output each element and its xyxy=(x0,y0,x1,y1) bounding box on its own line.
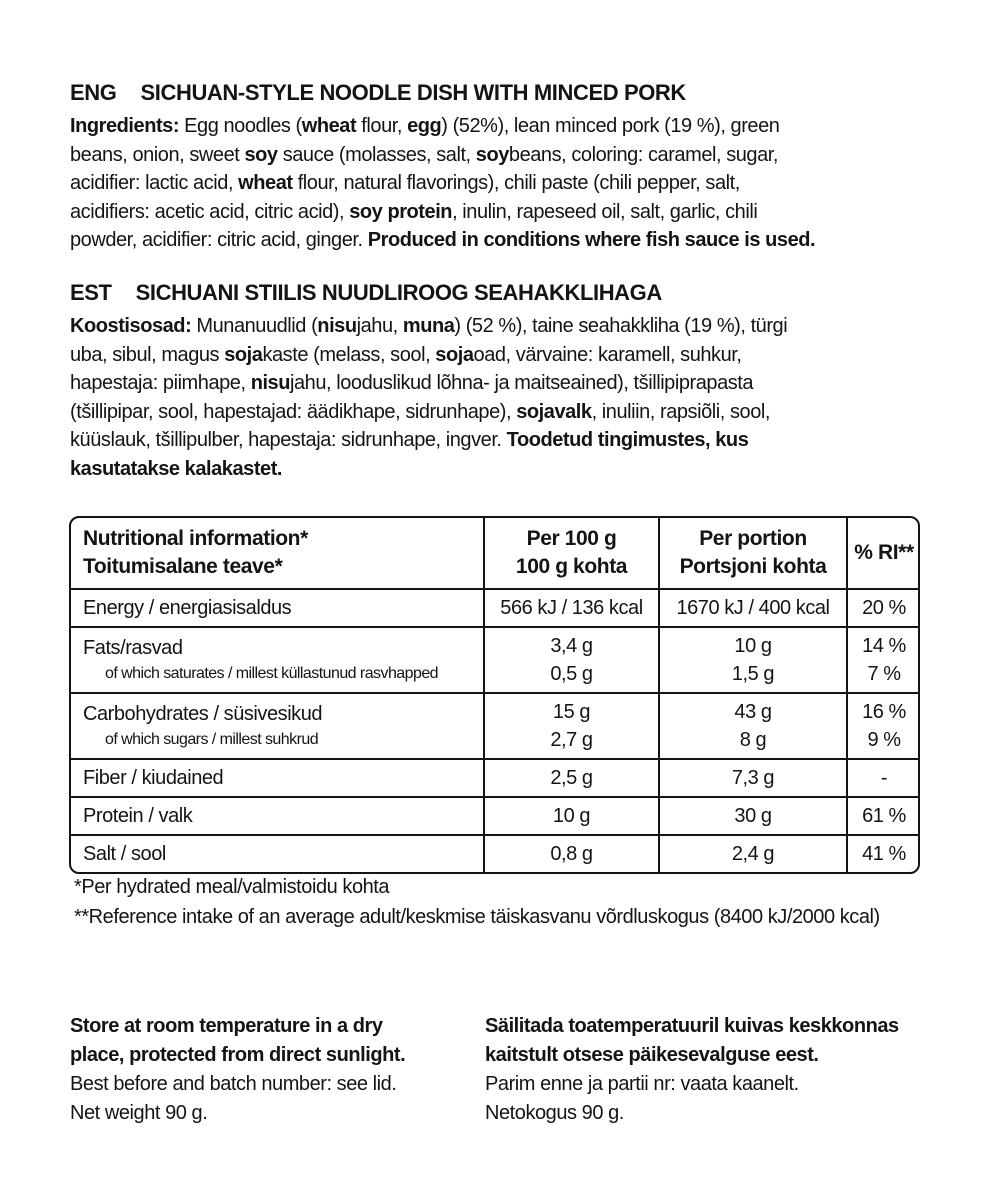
per-100g-value: 0,5 g xyxy=(550,663,593,685)
text-line: Säilitada toatemperatuuril kuivas keskkonnas xyxy=(485,1015,899,1037)
header-per-portion xyxy=(659,517,847,589)
text-line: place, protected from direct sunlight. xyxy=(70,1044,406,1066)
per-portion-value: 10 g xyxy=(734,635,772,657)
nutrition-table-row xyxy=(70,835,920,873)
nutrient-name-cell xyxy=(70,835,484,873)
per-portion-value-cell xyxy=(659,797,847,835)
nutrient-name: Protein / valk xyxy=(83,805,193,827)
header-line: Per portion xyxy=(699,527,807,550)
text-line: uba, sibul, magus sojakaste (melass, sool, sojaoad, värvaine: karamell, suhkur, xyxy=(70,343,742,366)
text-line: Netokogus 90 g. xyxy=(485,1102,624,1124)
eng-language-code: ENG xyxy=(70,80,117,105)
per-portion-value-cell xyxy=(659,835,847,873)
per-100g-value-cell xyxy=(484,693,659,759)
per-portion-value: 2,4 g xyxy=(731,843,775,865)
ri-percent-value-cell xyxy=(847,589,920,627)
nutrient-subname: of which sugars / millest suhkrud xyxy=(105,731,319,748)
text-line: küüslauk, tšillipulber, hapestaja: sidrunhape, ingver. Toodetud tingimustes, kus xyxy=(70,429,749,452)
nutrition-table-row xyxy=(70,693,920,759)
per-100g-value: 3,4 g xyxy=(550,635,593,657)
est-title-text: SICHUANI STIILIS NUUDLIROOG SEAHAKKLIHAGA xyxy=(135,280,662,305)
header-line: % RI** xyxy=(854,541,914,564)
header-line: Portsjoni kohta xyxy=(679,555,827,578)
ri-percent-value: 9 % xyxy=(867,729,901,751)
nutrition-table-row xyxy=(70,797,920,835)
nutrient-name: Salt / sool xyxy=(83,843,166,865)
eng-ingredients-paragraph xyxy=(70,112,815,255)
eng-product-title xyxy=(70,80,815,106)
per-portion-value: 7,3 g xyxy=(731,767,775,789)
text-line: Store at room temperature in a dry xyxy=(70,1015,383,1037)
ri-percent-value: 14 % xyxy=(862,635,906,657)
nutrient-name-cell xyxy=(70,759,484,797)
text-line: kaitstult otsese päikesevalguse eest. xyxy=(485,1044,819,1066)
per-100g-value-cell xyxy=(484,759,659,797)
nutrition-table-row xyxy=(70,589,920,627)
per-portion-value-cell xyxy=(659,759,847,797)
header-line: 100 g kohta xyxy=(515,555,628,578)
per-portion-value-cell xyxy=(659,589,847,627)
ri-percent-value-cell xyxy=(847,835,920,873)
ri-percent-value: 7 % xyxy=(867,663,901,685)
per-portion-value-cell xyxy=(659,693,847,759)
storage-instructions-eng xyxy=(70,1012,405,1128)
per-portion-value: 1670 kJ / 400 kcal xyxy=(676,597,830,619)
est-section xyxy=(70,280,787,484)
text-line: beans, onion, sweet soy sauce (molasses, salt, soybeans, coloring: caramel, sugar, xyxy=(70,143,778,166)
text-line: powder, acidifier: citric acid, ginger. Produced in conditions where fish sauce is used. xyxy=(70,229,816,252)
text-line: Best before and batch number: see lid. xyxy=(70,1073,397,1095)
per-100g-value-cell xyxy=(484,627,659,693)
per-100g-value-cell xyxy=(484,797,659,835)
nutrient-name-cell xyxy=(70,589,484,627)
header-line: Per 100 g xyxy=(526,527,617,550)
text-line: acidifier: lactic acid, wheat flour, natural flavorings), chili paste (chili pepper, salt, xyxy=(70,172,740,195)
header-nutritional-information xyxy=(70,517,484,589)
per-100g-value: 0,8 g xyxy=(550,843,593,865)
text-line: (tšillipipar, sool, hapestajad: äädikhape, sidrunhape), sojavalk, inuliin, rapsiõli, sool, xyxy=(70,400,770,423)
per-100g-value: 15 g xyxy=(552,701,591,723)
ri-percent-value: 20 % xyxy=(862,597,906,619)
per-100g-value: 2,7 g xyxy=(550,729,593,751)
nutrient-name-cell xyxy=(70,693,484,759)
eng-section xyxy=(70,80,815,255)
per-100g-value-cell xyxy=(484,589,659,627)
per-portion-value: 30 g xyxy=(734,805,772,827)
nutrient-subname: of which saturates / millest küllastunud rasvhapped xyxy=(105,665,439,682)
per-100g-value-cell xyxy=(484,835,659,873)
per-100g-value: 2,5 g xyxy=(550,767,593,789)
ri-percent-value-cell xyxy=(847,759,920,797)
per-portion-value: 1,5 g xyxy=(731,663,775,685)
ri-percent-value: 16 % xyxy=(862,701,906,723)
text-line: acidifiers: acetic acid, citric acid), soy protein, inulin, rapeseed oil, salt, garlic, chili xyxy=(70,200,758,223)
header-line: Nutritional information* xyxy=(83,527,308,550)
text-line: Koostisosad: Munanuudlid (nisujahu, muna) (52 %), taine seahakkliha (19 %), türgi xyxy=(70,315,788,337)
header-line: Toitumisalane teave* xyxy=(83,555,283,578)
nutrition-table-header xyxy=(70,517,920,589)
storage-instructions-est xyxy=(485,1012,899,1128)
table-footnotes xyxy=(74,872,880,932)
text-line: hapestaja: piimhape, nisujahu, looduslikud lõhna- ja maitseained), tšillipiprapasta xyxy=(70,372,754,395)
nutrition-table-row xyxy=(70,759,920,797)
header-ri-percent xyxy=(847,517,920,589)
text-line: kasutatakse kalakastet. xyxy=(70,457,283,480)
header-per-100g xyxy=(484,517,659,589)
per-100g-value: 566 kJ / 136 kcal xyxy=(500,597,643,619)
ri-percent-value: 41 % xyxy=(862,843,906,865)
est-product-title xyxy=(70,280,787,306)
text-line: Net weight 90 g. xyxy=(70,1102,208,1124)
nutrition-table-row xyxy=(70,627,920,693)
nutrient-name: Carbohydrates / süsivesikud xyxy=(83,703,323,725)
est-ingredients-paragraph xyxy=(70,312,787,484)
per-100g-value: 10 g xyxy=(552,805,591,827)
ri-percent-value-cell xyxy=(847,797,920,835)
nutrition-table xyxy=(69,516,920,874)
ri-percent-value-cell xyxy=(847,627,920,693)
per-portion-value: 8 g xyxy=(739,729,767,751)
footnote-reference-intake: **Reference intake of an average adult/keskmise täiskasvanu võrdluskogus (8400 kJ/2000 kcal) xyxy=(74,906,880,928)
nutrient-name: Fats/rasvad xyxy=(83,637,183,659)
ri-percent-value-cell xyxy=(847,693,920,759)
nutrient-name: Energy / energiasisaldus xyxy=(83,597,292,619)
footnote-per-meal: *Per hydrated meal/valmistoidu kohta xyxy=(74,876,390,898)
eng-title-text: SICHUAN-STYLE NOODLE DISH WITH MINCED PORK xyxy=(140,80,686,105)
text-line: Parim enne ja partii nr: vaata kaanelt. xyxy=(485,1073,799,1095)
nutrient-name-cell xyxy=(70,797,484,835)
text-line: Ingredients: Egg noodles (wheat flour, egg) (52%), lean minced pork (19 %), green xyxy=(70,115,780,137)
ri-percent-value: - xyxy=(880,767,888,789)
per-portion-value-cell xyxy=(659,627,847,693)
ri-percent-value: 61 % xyxy=(862,805,906,827)
per-portion-value: 43 g xyxy=(734,701,772,723)
nutrient-name-cell xyxy=(70,627,484,693)
nutrient-name: Fiber / kiudained xyxy=(83,767,224,789)
est-language-code: EST xyxy=(70,280,112,305)
nutrition-table-body xyxy=(70,589,920,873)
